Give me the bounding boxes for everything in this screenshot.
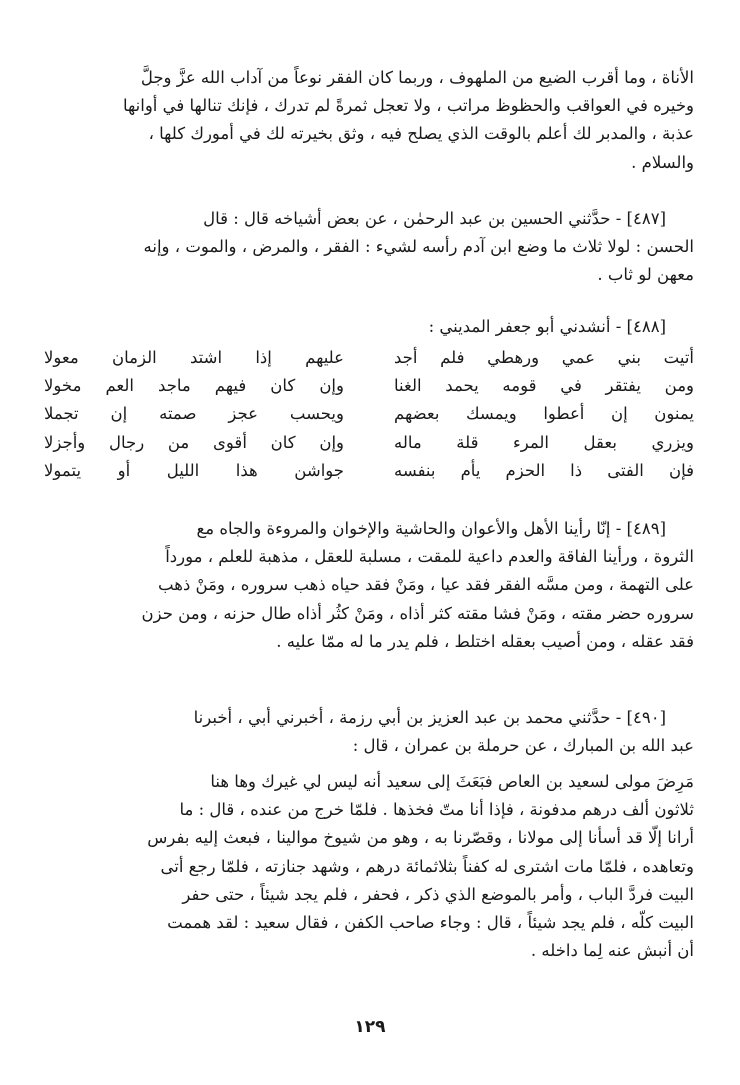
paragraph-490 — [52, 704, 694, 760]
text-line: وتعاهده ، فلمّا مات اشترى له كفناً بثلاثمائة درهم ، وشهد جنازته ، فلمّا رجع أتى — [160, 856, 694, 876]
paragraph-487 — [52, 205, 694, 290]
verse — [44, 457, 694, 485]
text-line: [٤٨٧] - حدَّثني الحسين بن عبد الرحمٰن ، عن بعض أشياخه قال : قال — [203, 209, 666, 228]
text-line: فقد عقله ، ومن أصيب بعقله اختلط ، فلم يدر ما له ممّا عليه . — [276, 631, 694, 651]
text-line: أرانا إلّا قد أسأنا إلى مولانا ، وقصّرنا به ، وهو من شيوخ موالينا ، فبعث إليه بفرس — [147, 828, 694, 848]
text-line: وخيره في العواقب والحظوظ مراتب ، ولا تعجل ثمرةً لم تدرك ، فإنك تنالها في أوانها — [123, 96, 694, 116]
text-line: الأناة ، وما أقرب الضيع من الملهوف ، وربما كان الفقر نوعاً من آداب الله عزَّ وجلَّ — [140, 68, 694, 87]
text-line: سروره حضر مقته ، ومَنْ فشا مقته كثر أذاه ، ومَنْ كثُر أذاه طال حزنه ، ومن حزن — [141, 603, 694, 623]
text-line: أن أنبش عنه لِما داخله . — [530, 941, 694, 961]
paragraph-story — [52, 768, 694, 965]
verse — [44, 429, 694, 457]
verse — [44, 372, 694, 400]
text-line: البيت فردَّ الباب ، وأمر بالموضع الذي ذكر ، فحفر ، فلم يجد شيئاً ، حتى حفر — [182, 884, 694, 904]
hemistich-first: ومن يفتقر في قومه يحمد الغنا — [394, 376, 694, 396]
text-line: معهن لو ثاب . — [597, 265, 694, 285]
text-line: الحسن : لولا ثلاث ما وضع ابن آدم رأسه لشيء : الفقر ، والمرض ، والموت ، وإنه — [143, 237, 694, 257]
text-line: على التهمة ، ومن مسَّه الفقر فقد عيا ، ومَنْ فقد حياه ذهب سروره ، ومَنْ ذهب — [158, 575, 694, 595]
hemistich-first: فإن الفتى ذا الحزم يأم بنفسه — [394, 460, 694, 480]
text-line: عذبة ، والمدبر لك أعلم بالوقت الذي يصلح فيه ، وثق بخيرته لك في أمورك كلها ، — [148, 124, 694, 144]
hemistich-first: ويزري بعقل المرء قلة ماله — [394, 432, 694, 452]
hemistich-second: عليهم إذا اشتد الزمان معولا — [44, 348, 344, 367]
verse — [44, 344, 694, 372]
text-line: [٤٨٨] - أنشدني أبو جعفر المديني : — [428, 317, 666, 336]
text-line: مَرِضَ مولى لسعيد بن العاص فبَعَثَ إلى سعيد أنه ليس لي غيرك وها هنا — [210, 772, 694, 791]
paragraph-continuation — [52, 64, 694, 177]
hemistich-first: يمنون إن أعطوا ويمسك بعضهم — [394, 404, 694, 424]
hemistich-first: أتيت بني عمي ورهطي فلم أجد — [394, 348, 694, 367]
text-line: عبد الله بن المبارك ، عن حرملة بن عمران ، قال : — [352, 736, 694, 756]
text-line: ثلاثون ألف درهم مدفونة ، فإذا أنا متّ فخذها . فلمّا خرج من عنده ، قال : ما — [179, 800, 694, 820]
text-line: [٤٨٩] - إنّا رأينا الأهل والأعوان والحاشية والإخوان والمروءة والجاه مع — [196, 519, 666, 538]
text-line: الثروة ، ورأينا الفاقة والعدم داعية للمقت ، مسلبة للعقل ، مذهبة للعلم ، مورداً — [165, 547, 694, 567]
page-number: ١٢٩ — [354, 1017, 386, 1037]
verse — [44, 400, 694, 428]
paragraph-489 — [52, 515, 694, 656]
text-line: [٤٩٠] - حدَّثني محمد بن عبد العزيز بن أبي رزمة ، أخبرني أبي ، أخبرنا — [193, 708, 666, 727]
paragraph-488-heading — [52, 313, 694, 341]
poem — [44, 344, 694, 485]
hemistich-second: وإن كان فيهم ماجد العم مخولا — [44, 376, 344, 396]
hemistich-second: وإن كان أقوى من رجال وأجزلا — [44, 432, 344, 452]
hemistich-second: جواشن هذا الليل أو يتمولا — [44, 460, 344, 480]
text-line: والسلام . — [631, 152, 694, 172]
text-line: البيت كلّه ، فلم يجد شيئاً ، قال : وجاء صاحب الكفن ، فقال سعيد : لقد هممت — [167, 913, 694, 933]
hemistich-second: ويحسب عجز صمته إن تجملا — [44, 404, 344, 424]
